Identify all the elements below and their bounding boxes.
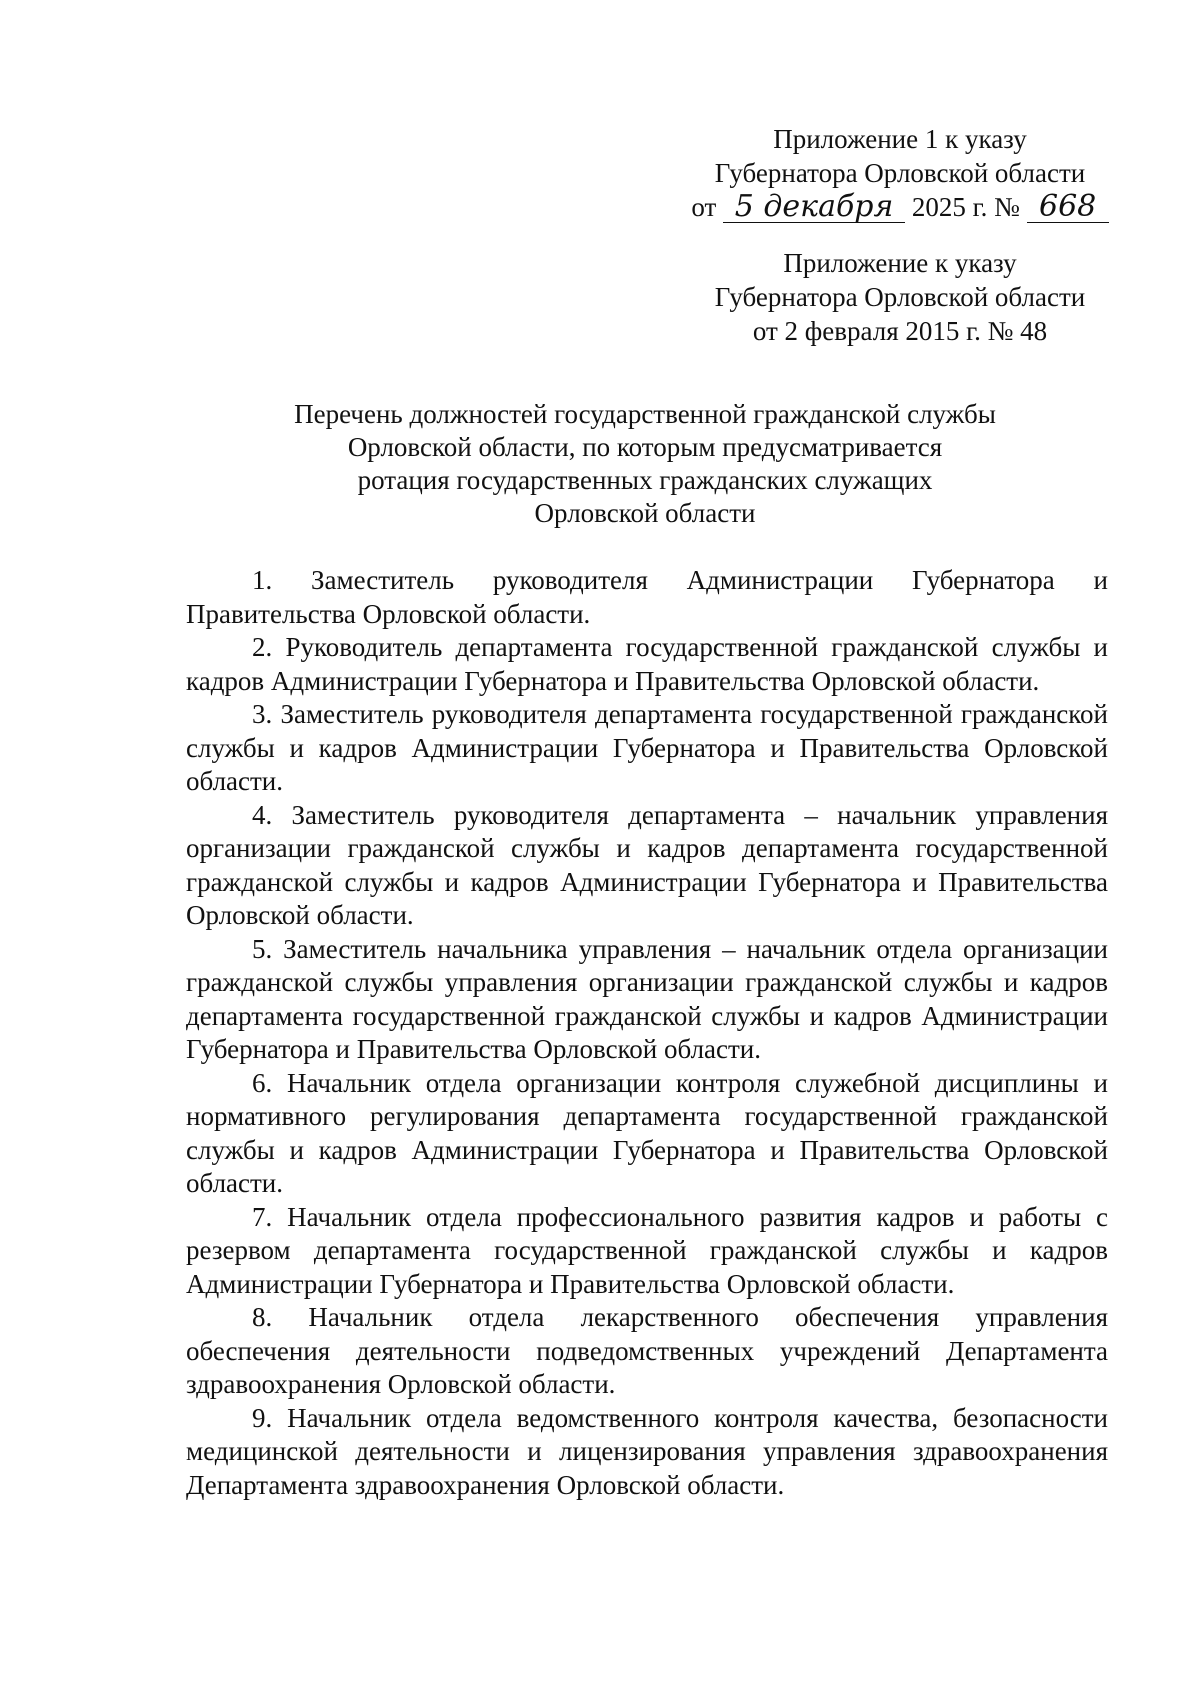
list-item: 8. Начальник отдела лекарственного обеспечения управления обеспечения деятельности подведомственных учреждений Департамента здравоохранения Орловской области. (186, 1302, 1108, 1399)
document-title (180, 398, 1110, 530)
appendix-1-line-1: Приложение 1 к указу (773, 124, 1027, 154)
title-line-4: Орловской области (534, 498, 756, 528)
appendix-1-date-line (690, 190, 1110, 224)
appendix-2-line-1: Приложение к указу (783, 248, 1017, 278)
title-line-2: Орловской области, по которым предусматривается (347, 432, 943, 462)
list-item: 2. Руководитель департамента государственной гражданской службы и кадров Администрации Губернатора и Правительства Орловской области. (186, 632, 1108, 696)
handwritten-number: 668 (1027, 192, 1109, 223)
date-prefix: от (691, 192, 717, 222)
list-item: 6. Начальник отдела организации контроля служебной дисциплины и нормативного регулирования департамента государственной гражданской службы и кадров Администрации Губернатора и Правительства Орловской области. (186, 1067, 1108, 1198)
title-line-3: ротация государственных гражданских служащих (357, 465, 933, 495)
list-item: 7. Начальник отдела профессионального развития кадров и работы с резервом департамента государственной гражданской службы и кадров Администрации Губернатора и Правительства Орловской области. (186, 1201, 1108, 1299)
list-item: 4. Заместитель руководителя департамента – начальник управления организации гражданской службы и кадров департамента государственной гражданской службы и кадров Администрации Губернатора и Правительства Орловской области. (186, 799, 1108, 930)
title-line-1: Перечень должностей государственной гражданской службы (294, 399, 996, 429)
list-item: 3. Заместитель руководителя департамента государственной гражданской службы и кадров Администрации Губернатора и Правительства Орловской области. (186, 699, 1108, 796)
list-item: 9. Начальник отдела ведомственного контроля качества, безопасности медицинской деятельности и лицензирования управления здравоохранения Департамента здравоохранения Орловской области. (186, 1402, 1108, 1500)
handwritten-date: 5 декабря (723, 192, 905, 223)
year-text: 2025 г. № (911, 192, 1020, 222)
appendix-1-header (690, 122, 1110, 224)
positions-list (186, 564, 1108, 1502)
appendix-2-line-2: Губернатора Орловской области (714, 282, 1086, 312)
list-item: 5. Заместитель начальника управления – начальник отдела организации гражданской службы управления организации гражданской службы и кадров департамента государственной гражданской службы и кадров Администрации Губернатора и Правительства Орловской области. (186, 933, 1108, 1064)
appendix-2-header (690, 246, 1110, 348)
appendix-2-line-3: от 2 февраля 2015 г. № 48 (752, 316, 1048, 346)
list-item: 1. Заместитель руководителя Администрации Губернатора и Правительства Орловской области. (186, 565, 1108, 629)
appendix-1-line-2: Губернатора Орловской области (714, 158, 1086, 188)
